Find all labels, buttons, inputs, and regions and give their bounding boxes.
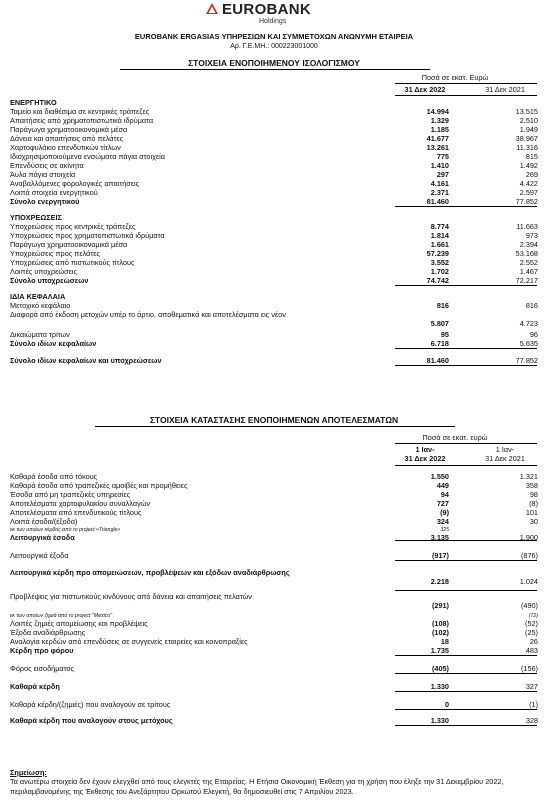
column-rule: [395, 540, 537, 541]
value-current-year: 2.371: [430, 188, 449, 197]
value-current-year: 775: [436, 152, 449, 161]
column-rule: [395, 691, 537, 692]
value-prior-year: 5.635: [519, 339, 538, 348]
income-col-2022-line2: 31 Δεκ 2022: [404, 454, 446, 463]
table-row: [10, 98, 540, 107]
value-prior-year: 30: [529, 517, 538, 526]
value-prior-year: 1.024: [519, 577, 538, 586]
row-label: Υποχρεώσεις προς χρηματοπιστωτικά ιδρύματα: [10, 231, 165, 240]
column-rule: [395, 206, 537, 207]
note-text: Τα ανωτέρω στοιχεία δεν έχουν ελεγχθεί από τους ελεγκτές της Εταιρείας. Η Ετήσια Οικονομική Έκθεση για τη χρήση που έληξε την 31 Δεκεμβρίου 2022, περιλαμβανομένης της Έκθεσης του Ανεξάρτητου Ορκωτού Ελεγκτή, θα δημοσιευθεί στις 7 Απριλίου 2023.: [10, 777, 504, 796]
table-row: [10, 637, 540, 646]
value-current-year: 324: [436, 517, 449, 526]
row-label: Καθαρά κέρδη που αναλογούν στους μετόχους: [10, 716, 173, 725]
row-label: Αποτελέσματα χαρτοφυλακίου συναλλαγών: [10, 499, 151, 508]
table-row: [10, 249, 540, 258]
row-label: Λοιπές ζημιές απομείωσης και προβλέψεις: [10, 619, 148, 628]
row-label: Λειτουργικά κέρδη προ απομειώσεων, προβλέψεων και εξόδων αναδιάρθρωσης: [10, 568, 290, 577]
value-prior-year: 2.597: [519, 188, 538, 197]
row-label: Υποχρεώσεις προς κεντρικές τράπεζες: [10, 222, 136, 231]
eurobank-logo-icon: [205, 2, 219, 16]
value-prior-year: 973: [525, 231, 538, 240]
row-label: Λειτουργικά έξοδα: [10, 551, 69, 560]
row-label: Λοιπές υποχρεώσεις: [10, 267, 77, 276]
row-label: ΙΔΙΑ ΚΕΦΑΛΑΙΑ: [10, 292, 66, 301]
row-label: Παράγωγα χρηματοοικονομικά μέσα: [10, 240, 128, 249]
table-row: [10, 551, 540, 560]
title-underline: [95, 426, 455, 427]
row-label: Αναλογία κερδών από επενδύσεις σε συγγενείς εταιρείες και κοινοπραξίες: [10, 637, 248, 646]
value-current-year: 81.460: [426, 356, 449, 365]
value-current-year: 8.774: [430, 222, 449, 231]
table-row: [10, 619, 540, 628]
value-prior-year: 483: [525, 646, 538, 655]
header-rule: [395, 83, 537, 84]
table-row: [10, 276, 540, 285]
column-rule: [395, 725, 537, 726]
value-current-year: (9): [440, 508, 449, 517]
table-row: [10, 143, 540, 152]
table-row: [10, 628, 540, 637]
value-current-year: 325: [440, 527, 449, 533]
row-label: Σύνολο ιδίων κεφαλαίων και υποχρεώσεων: [10, 356, 162, 365]
value-current-year: 5.807: [430, 319, 449, 328]
value-current-year: 816: [436, 301, 449, 310]
table-row: [10, 592, 540, 612]
value-prior-year: 815: [525, 152, 538, 161]
row-label: Υποχρεώσεις προς πελάτες: [10, 249, 100, 258]
table-row: [10, 231, 540, 240]
value-current-year: 74.742: [426, 276, 449, 285]
value-prior-year: (8): [529, 499, 538, 508]
value-prior-year: 98: [529, 490, 538, 499]
column-rule: [395, 285, 537, 286]
column-rule: [395, 348, 537, 349]
row-label: Άυλα πάγια στοιχεία: [10, 170, 76, 179]
value-current-year: 14.994: [426, 107, 449, 116]
balance-col-2022: 31 Δεκ 2022: [404, 85, 446, 94]
value-prior-year: 2.394: [519, 240, 538, 249]
table-row: [10, 116, 540, 125]
income-col-2022-line1: 1 Ιαν-: [415, 445, 435, 454]
table-row: [10, 107, 540, 116]
income-col-2021-line1: 1 Ιαν-: [495, 445, 515, 454]
value-current-year: (108): [431, 619, 449, 628]
value-prior-year: 4.723: [519, 319, 538, 328]
company-name: EUROBANK ERGASIAS ΥΠΗΡΕΣΙΩΝ ΚΑΙ ΣΥΜΜΕΤΟΧΩΝ ΑΝΩΝΥΜΗ ΕΤΑΙΡΕΙΑ: [134, 32, 414, 41]
value-current-year: 6.718: [430, 339, 449, 348]
row-label: Ιδιοχρησιμοποιούμενα ενσώματα πάγια στοιχεία: [10, 152, 166, 161]
table-row: [10, 125, 540, 134]
table-row: [10, 499, 540, 508]
income-amounts-label: Ποσά σε εκατ. ευρώ: [422, 433, 488, 442]
value-prior-year: 328: [525, 716, 538, 725]
value-current-year: 1.330: [430, 716, 449, 725]
value-prior-year: 38.967: [515, 134, 538, 143]
table-row: [10, 310, 540, 330]
value-current-year: 2.218: [430, 577, 449, 586]
title-underline: [120, 69, 430, 70]
table-row: [10, 222, 540, 231]
row-label: Αναβαλλόμενες φορολογικές απαιτήσεις: [10, 179, 140, 188]
row-label: ΥΠΟΧΡΕΩΣΕΙΣ: [10, 213, 62, 222]
value-prior-year: (876): [520, 551, 538, 560]
table-row: [10, 152, 540, 161]
value-prior-year: 96: [529, 330, 538, 339]
row-label: εκ των οποίων ζημιά από το project "Mexico": [10, 613, 113, 619]
value-current-year: (102): [431, 628, 449, 637]
value-prior-year: 1.492: [519, 161, 538, 170]
value-prior-year: 1.900: [519, 533, 538, 542]
row-label: εκ των οποίων κέρδος από το project «Triangle»: [10, 527, 121, 533]
value-prior-year: (490): [520, 601, 538, 610]
value-current-year: 297: [436, 170, 449, 179]
row-label: Παράγωγα χρηματοοικονομικά μέσα: [10, 125, 128, 134]
value-current-year: 4.161: [430, 179, 449, 188]
balance-sheet-title: ΣΤΟΙΧΕΙΑ ΕΝΟΠΟΙΗΜΕΝΟΥ ΙΣΟΛΟΓΙΣΜΟΥ: [188, 58, 360, 68]
column-rule: [395, 560, 537, 561]
row-label: Ταμείο και διαθέσιμα σε κεντρικές τράπεζες: [10, 107, 150, 116]
value-current-year: 1.550: [430, 472, 449, 481]
value-prior-year: 2.510: [519, 116, 538, 125]
row-label: Καθαρά κέρδη/(ζημιές) που αναλογούν σε τρίτους: [10, 700, 171, 709]
table-row: [10, 267, 540, 276]
row-label: Αποτελέσματα από επενδυτικούς τίτλους: [10, 508, 142, 517]
row-label: Λοιπά στοιχεία ενεργητικού: [10, 188, 98, 197]
value-prior-year: 11.663: [516, 222, 538, 231]
value-current-year: 3.135: [430, 533, 449, 542]
balance-amounts-label: Ποσά σε εκατ. Ευρώ: [421, 73, 489, 82]
row-label: Διαφορά από έκδοση μετοχών υπέρ το άρτιο, αποθεματικά και αποτελέσματα εις νέον: [10, 310, 286, 319]
table-row: [10, 258, 540, 267]
table-row: [10, 179, 540, 188]
table-row: [10, 197, 540, 206]
table-row: [10, 330, 540, 339]
header-rule: [395, 465, 537, 466]
value-prior-year: 101: [525, 508, 538, 517]
header-rule: [395, 95, 537, 96]
value-prior-year: 269: [525, 170, 538, 179]
value-prior-year: 358: [525, 481, 538, 490]
value-current-year: 94: [440, 490, 449, 499]
value-prior-year: 77.852: [515, 197, 538, 206]
table-row: [10, 170, 540, 179]
value-current-year: 449: [436, 481, 449, 490]
row-label: Φόρος εισοδήματος: [10, 664, 74, 673]
value-prior-year: 77.852: [515, 356, 538, 365]
value-prior-year: (52): [525, 619, 538, 628]
value-current-year: 1.330: [430, 682, 449, 691]
value-current-year: (405): [431, 664, 449, 673]
value-current-year: 1.661: [430, 240, 449, 249]
value-prior-year: (25): [525, 628, 538, 637]
table-row: [10, 134, 540, 143]
value-current-year: 0: [444, 700, 449, 709]
column-rule: [395, 655, 537, 656]
row-label: Έσοδα από μη τραπεζικές υπηρεσίες: [10, 490, 131, 499]
value-current-year: 41.677: [426, 134, 449, 143]
value-current-year: 95: [440, 330, 449, 339]
value-prior-year: 4.422: [519, 179, 538, 188]
row-label: Σύνολο υποχρεώσεων: [10, 276, 89, 285]
row-label: Καθαρά έσοδα από τόκους: [10, 472, 98, 481]
table-row: [10, 716, 540, 725]
row-label: Απαιτήσεις από χρηματοπιστωτικά ιδρύματα: [10, 116, 154, 125]
row-label: Λοιπά έσοδα/(έξοδα): [10, 517, 78, 526]
income-statement-title: ΣΤΟΙΧΕΙΑ ΚΑΤΑΣΤΑΣΗΣ ΕΝΟΠΟΙΗΜΕΝΩΝ ΑΠΟΤΕΛΕΣΜΑΤΩΝ: [149, 415, 399, 425]
table-row: [10, 568, 540, 588]
row-label: Προβλέψεις για πιστωτικούς κινδύνους από δάνεια και απαιτήσεις πελατών: [10, 592, 252, 601]
value-prior-year: 1.949: [519, 125, 538, 134]
table-row: [10, 161, 540, 170]
table-row: [10, 517, 540, 526]
table-row: [10, 646, 540, 655]
row-label: Μετοχικό κεφάλαιο: [10, 301, 71, 310]
table-row: [10, 481, 540, 490]
row-label: Επενδύσεις σε ακίνητα: [10, 161, 84, 170]
table-row: [10, 490, 540, 499]
row-label: Σύνολο ιδίων κεφαλαίων: [10, 339, 97, 348]
value-prior-year: (72): [528, 613, 538, 619]
value-current-year: 727: [436, 499, 449, 508]
value-current-year: 13.261: [426, 143, 449, 152]
note-heading: Σημείωση:: [10, 768, 47, 777]
value-prior-year: 1.467: [519, 267, 538, 276]
value-current-year: 81.460: [426, 197, 449, 206]
table-row: [10, 188, 540, 197]
table-row: [10, 240, 540, 249]
value-prior-year: 2.552: [519, 258, 538, 267]
value-current-year: 1.329: [430, 116, 449, 125]
value-prior-year: 816: [525, 301, 538, 310]
column-rule: [395, 365, 537, 366]
value-current-year: 1.185: [430, 125, 449, 134]
balance-col-2021: 31 Δεκ 2021: [485, 85, 525, 94]
column-rule: [395, 673, 537, 674]
value-current-year: (291): [431, 601, 449, 610]
header-rule: [395, 443, 537, 444]
table-row: [10, 213, 540, 222]
row-label: Κέρδη προ φόρου: [10, 646, 74, 655]
table-row: [10, 682, 540, 691]
value-prior-year: 72.217: [515, 276, 538, 285]
value-current-year: 18: [440, 637, 449, 646]
table-row: [10, 356, 540, 365]
logo-text: EUROBANK: [222, 1, 312, 18]
row-label: Δικαιώματα τρίτων: [10, 330, 70, 339]
value-prior-year: 1.321: [519, 472, 538, 481]
column-rule: [395, 709, 537, 710]
value-current-year: 1.814: [430, 231, 449, 240]
row-label: Καθαρά έσοδα από τραπεζικές αμοιβές και προμήθειες: [10, 481, 188, 490]
value-current-year: 1.410: [430, 161, 449, 170]
row-label: Υποχρεώσεις από πιστωτικούς τίτλους: [10, 258, 135, 267]
value-prior-year: (1): [529, 700, 538, 709]
row-label: Σύνολο ενεργητικού: [10, 197, 80, 206]
income-col-2021-line2: 31 Δεκ 2021: [485, 454, 525, 463]
logo-subtitle: Holdings: [259, 18, 287, 25]
row-label: Έξοδα αναδιάρθρωσης: [10, 628, 86, 637]
table-row: [10, 472, 540, 481]
row-label: ΕΝΕΡΓΗΤΙΚΟ: [10, 98, 57, 107]
row-label: Λειτουργικά έσοδα: [10, 533, 75, 542]
value-prior-year: 13.515: [515, 107, 538, 116]
eurobank-logo: [205, 2, 345, 32]
value-current-year: 1.702: [430, 267, 449, 276]
value-prior-year: 26: [529, 637, 538, 646]
value-prior-year: 53.168: [515, 249, 538, 258]
column-rule: [395, 590, 537, 591]
value-current-year: 1.735: [430, 646, 449, 655]
table-row: [10, 292, 540, 301]
table-row: [10, 301, 540, 310]
value-prior-year: 11.316: [516, 143, 538, 152]
row-label: Καθαρά κέρδη: [10, 682, 60, 691]
row-label: Δάνεια και απαιτήσεις από πελάτες: [10, 134, 124, 143]
value-current-year: (917): [431, 551, 449, 560]
table-row: [10, 700, 540, 709]
value-current-year: 57.239: [426, 249, 449, 258]
row-label: Χαρτοφυλάκιο επενδυτικών τίτλων: [10, 143, 121, 152]
table-row: [10, 664, 540, 673]
registry-number: Αρ. Γ.Ε.ΜΗ.: 000223001000: [230, 43, 318, 50]
value-prior-year: (156): [520, 664, 538, 673]
value-prior-year: 327: [525, 682, 538, 691]
table-row: [10, 508, 540, 517]
value-current-year: 3.552: [430, 258, 449, 267]
table-row: [10, 339, 540, 348]
